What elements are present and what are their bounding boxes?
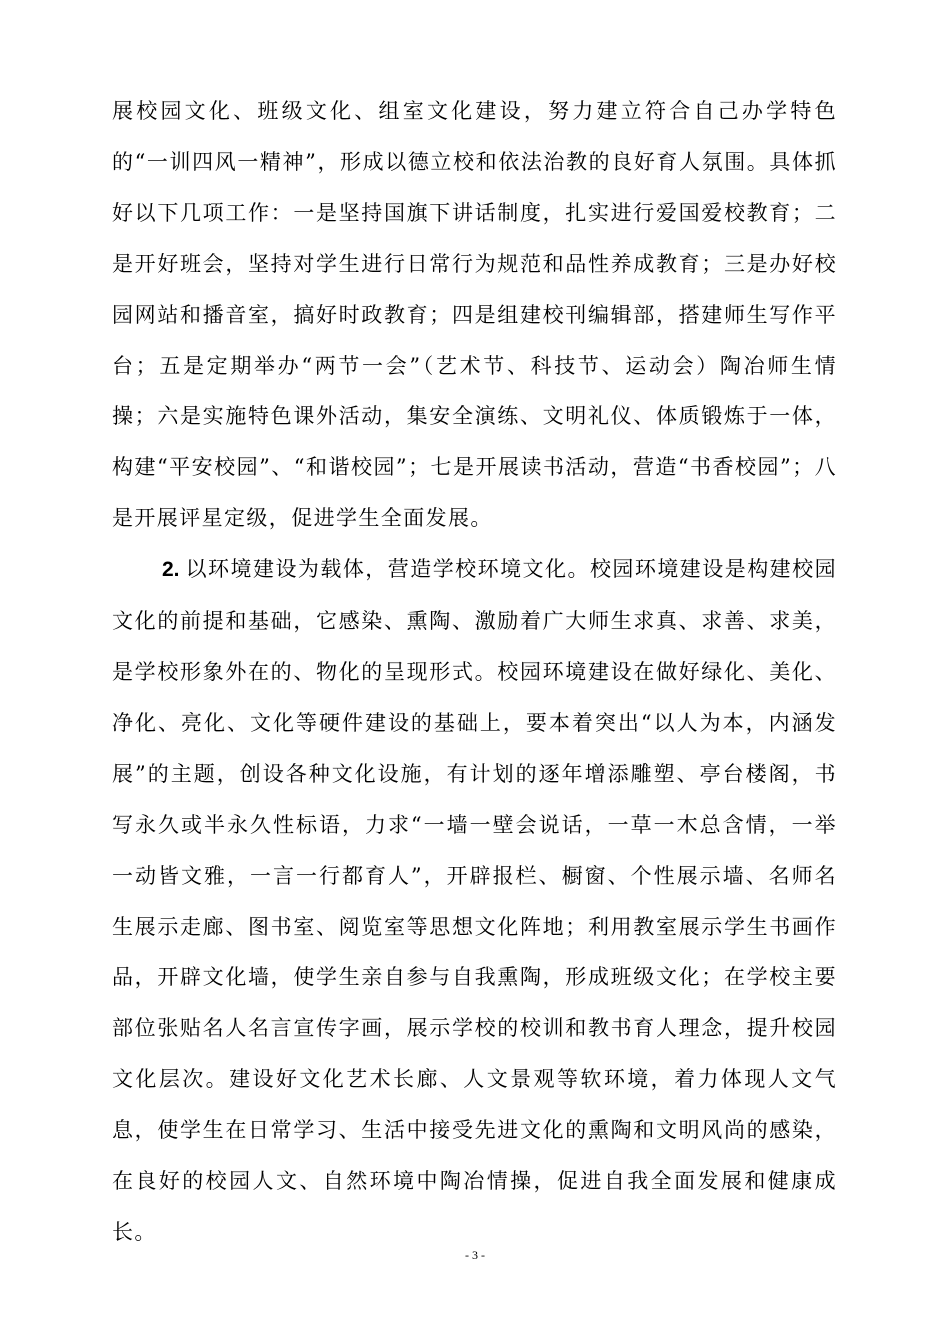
- section-number: 2.: [162, 558, 180, 582]
- paragraph-section-2: [112, 544, 837, 1258]
- paragraph-continuation: 展校园文化、班级文化、组室文化建设，努力建立符合自己办学特色的“一训四风一精神”，形成以德立校和依法治教的良好育人氛围。具体抓好以下几项工作：一是坚持国旗下讲话制度，扎实进行爱国爱校教育；二是开好班会，坚持对学生进行日常行为规范和品性养成教育；三是办好校园网站和播音室，搞好时政教育；四是组建校刊编辑部，搭建师生写作平台；五是定期举办“两节一会”（艺术节、科技节、运动会）陶冶师生情操；六是实施特色课外活动，集安全演练、文明礼仪、体质锻炼于一体，构建“平安校园”、“和谐校园”；七是开展读书活动，营造“书香校园”；八是开展评星定级，促进学生全面发展。: [112, 99, 837, 531]
- section-2-text: 以环境建设为载体，营造学校环境文化。校园环境建设是构建校园文化的前提和基础，它感染、熏陶、激励着广大师生求真、求善、求美，是学校形象外在的、物化的呈现形式。校园环境建设在做好绿化、美化、净化、亮化、文化等硬件建设的基础上，要本着突出“以人为本，内涵发展”的主题，创设各种文化设施，有计划的逐年增添雕塑、亭台楼阁，书写永久或半永久性标语，力求“一墙一壁会说话，一草一木总含情，一举一动皆文雅，一言一行都育人”，开辟报栏、橱窗、个性展示墙、名师名生展示走廊、图书室、阅览室等思想文化阵地；利用教室展示学生书画作品，开辟文化墙，使学生亲自参与自我熏陶，形成班级文化；在学校主要部位张贴名人名言宣传字画，展示学校的校训和教书育人理念，提升校园文化层次。建设好文化艺术长廊、人文景观等软环境，着力体现人文气息，使学生在日常学习、生活中接受先进文化的熏陶和文明风尚的感染，在良好的校园人文、自然环境中陶冶情操，促进自我全面发展和健康成长。: [112, 557, 837, 1244]
- page-number: - 3 -: [465, 1248, 485, 1262]
- page-body: [112, 86, 837, 1258]
